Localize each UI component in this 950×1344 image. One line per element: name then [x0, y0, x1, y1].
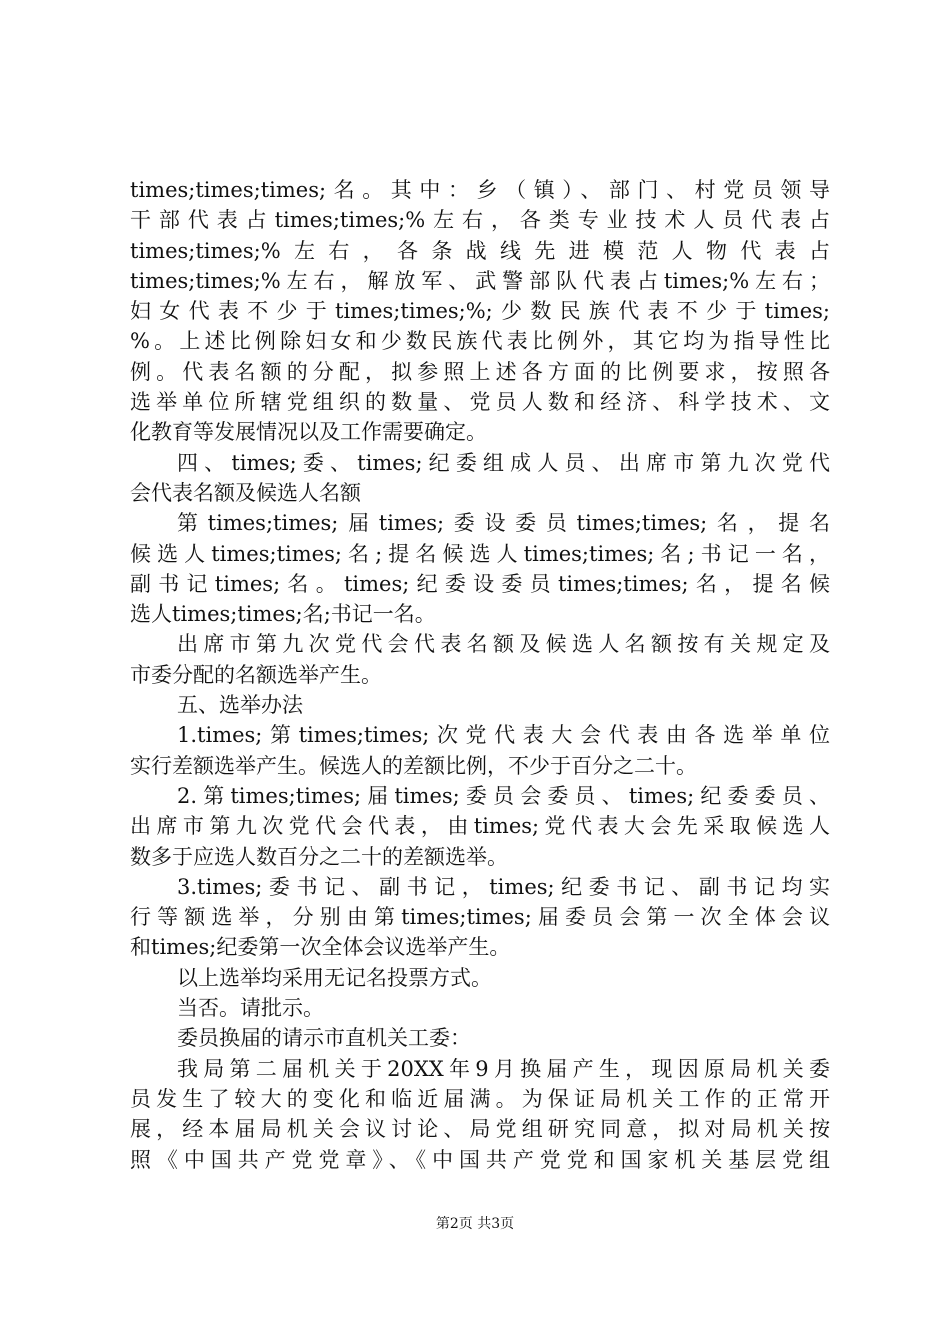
text-line: 候选人times;times;名;提名候选人times;times;名;书记一名， [130, 541, 830, 566]
text-line: 2.第times;times;届times;委员会委员、times;纪委委员、 [177, 783, 830, 808]
text-line: 1.times;第times;times;次党代表大会代表由各选举单位 [177, 723, 830, 748]
text-line: 员发生了较大的变化和临近届满。为保证局机关工作的正常开 [130, 1086, 830, 1111]
text-line: 数多于应选人数百分之二十的差额选举。 [130, 844, 508, 869]
text-line: 展，经本届局机关会议讨论、局党组研究同意，拟对局机关按 [130, 1117, 830, 1142]
text-line: 3.times;委书记、副书记，times;纪委书记、副书记均实 [177, 874, 830, 899]
text-line: 会代表名额及候选人名额 [130, 480, 361, 505]
text-line: 干部代表占times;times;%左右，各类专业技术人员代表占 [130, 208, 830, 233]
text-line: 我局第二届机关于20XX年9月换届产生，现因原局机关委 [177, 1056, 830, 1081]
document-body [130, 175, 830, 1175]
text-line: 以上选举均采用无记名投票方式。 [177, 965, 492, 990]
text-line: times;times;%左右，各条战线先进模范人物代表占 [130, 238, 830, 263]
text-line: 化教育等发展情况以及工作需要确定。 [130, 420, 487, 445]
text-line: 选人times;times;名;书记一名。 [130, 602, 436, 627]
text-line: 市委分配的名额选举产生。 [130, 662, 382, 687]
text-line: 选举单位所辖党组织的数量、党员人数和经济、科学技术、文 [130, 390, 830, 415]
text-line: 当否。请批示。 [177, 996, 324, 1021]
text-line: 照《中国共产党党章》、《中国共产党党和国家机关基层党组 [130, 1147, 830, 1172]
page-footer: 第2页 共3页 [435, 1216, 515, 1232]
text-line: 五、选举办法 [177, 693, 303, 718]
text-line: 行等额选举，分别由第times;times;届委员会第一次全体会议 [130, 905, 830, 930]
text-line: 副书记times;名。times;纪委设委员times;times;名，提名候 [130, 571, 830, 596]
text-line: times;times;times;名。其中：乡（镇）、部门、村党员领导 [130, 178, 830, 202]
text-line: 例。代表名额的分配，拟参照上述各方面的比例要求，按照各 [130, 359, 830, 384]
text-line: 和times;纪委第一次全体会议选举产生。 [130, 935, 511, 960]
text-line: 出席市第九次党代会代表名额及候选人名额按有关规定及 [177, 632, 830, 657]
text-line: %。上述比例除妇女和少数民族代表比例外，其它均为指导性比 [130, 329, 830, 354]
text-line: 出席市第九次党代会代表，由times;党代表大会先采取候选人 [130, 814, 830, 839]
text-line: 委员换届的请示市直机关工委： [177, 1026, 471, 1051]
text-line: 妇女代表不少于times;times;%;少数民族代表不少于times; [130, 299, 830, 324]
text-line: 第times;times;届times;委设委员times;times;名，提名 [177, 511, 830, 536]
text-line: 实行差额选举产生。候选人的差额比例，不少于百分之二十。 [130, 753, 697, 778]
text-line: times;times;%左右，解放军、武警部队代表占times;%左右； [130, 268, 830, 293]
text-line: 四、times;委、times;纪委组成人员、出席市第九次党代 [177, 450, 830, 475]
